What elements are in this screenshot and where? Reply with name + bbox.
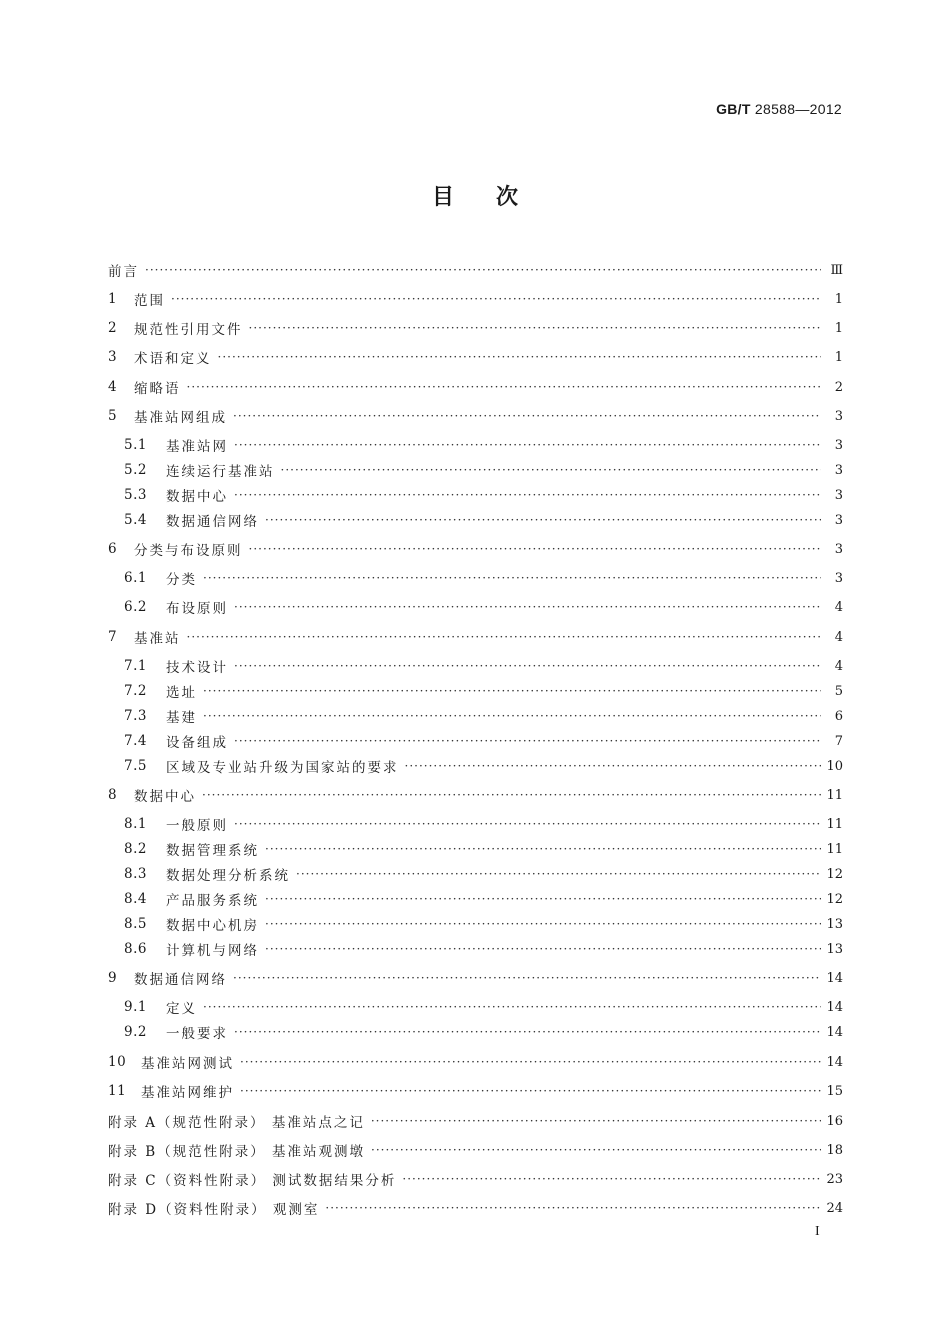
toc-entry-page: 5 bbox=[834, 683, 843, 699]
toc-entry-page: 14 bbox=[826, 970, 843, 986]
toc-entry-page: 12 bbox=[826, 891, 843, 907]
toc-leader bbox=[203, 571, 821, 585]
toc-entry-label: 附录 A（规范性附录） 基准站点之记 bbox=[108, 1115, 365, 1131]
toc-entry-foreword[interactable] bbox=[108, 259, 843, 281]
toc-leader bbox=[325, 1201, 821, 1215]
toc-entry-number: 8.1 bbox=[124, 816, 147, 832]
toc-entry-8-1[interactable] bbox=[124, 813, 843, 835]
toc-entry-label: 前言 bbox=[108, 264, 139, 280]
toc-entry-number: 5.3 bbox=[124, 487, 147, 503]
toc-leader bbox=[233, 971, 821, 985]
toc-entry-6[interactable] bbox=[108, 538, 843, 560]
toc-entry-number: 8 bbox=[108, 787, 118, 803]
toc-leader bbox=[265, 892, 821, 906]
toc-entry-label: 数据通信网络 bbox=[166, 514, 259, 530]
toc-entry-label: 缩略语 bbox=[134, 381, 181, 397]
toc-entry-label: 分类与布设原则 bbox=[134, 543, 243, 559]
toc-entry-page: 3 bbox=[834, 437, 843, 453]
toc-entry-7-3[interactable] bbox=[124, 705, 843, 727]
toc-entry-8-4[interactable] bbox=[124, 888, 843, 910]
footer-page-number: I bbox=[815, 1224, 820, 1239]
toc-entry-label: 计算机与网络 bbox=[166, 943, 259, 959]
toc-entry-label: 设备组成 bbox=[166, 735, 228, 751]
toc-entry-number: 7.5 bbox=[124, 758, 147, 774]
toc-leader bbox=[234, 600, 821, 614]
toc-entry-label: 基准站网 bbox=[166, 439, 228, 455]
toc-entry-label: 基准站网维护 bbox=[141, 1085, 234, 1101]
toc-entry-label: 数据中心 bbox=[134, 789, 196, 805]
toc-entry-label: 范围 bbox=[134, 293, 165, 309]
toc-entry-7-1[interactable] bbox=[124, 655, 843, 677]
toc-entry-1[interactable] bbox=[108, 288, 843, 310]
toc-entry-page: 15 bbox=[826, 1083, 843, 1099]
toc-entry-9-2[interactable] bbox=[124, 1021, 843, 1043]
toc-entry-6-1[interactable] bbox=[124, 567, 843, 589]
toc-entry-annex-c[interactable] bbox=[108, 1168, 843, 1190]
toc-entry-annex-a[interactable] bbox=[108, 1110, 843, 1132]
toc-entry-7[interactable] bbox=[108, 626, 843, 648]
toc-entry-number: 4 bbox=[108, 379, 118, 395]
toc-entry-label: 附录 D（资料性附录） 观测室 bbox=[108, 1202, 320, 1218]
toc-entry-number: 7.4 bbox=[124, 733, 147, 749]
toc-entry-number: 5.4 bbox=[124, 512, 147, 528]
toc-leader bbox=[234, 734, 821, 748]
toc-entry-page: 3 bbox=[834, 541, 843, 557]
toc-leader bbox=[187, 630, 822, 644]
toc-entry-page: 11 bbox=[826, 816, 843, 832]
toc-entry-page: 1 bbox=[834, 291, 843, 307]
toc-leader bbox=[171, 292, 821, 306]
toc-entry-label: 术语和定义 bbox=[134, 351, 212, 367]
toc-leader bbox=[234, 1025, 821, 1039]
toc-entry-number: 5 bbox=[108, 408, 118, 424]
toc-entry-5-4[interactable] bbox=[124, 509, 843, 531]
toc-leader bbox=[233, 409, 821, 423]
toc-entry-page: 6 bbox=[834, 708, 843, 724]
toc-leader bbox=[234, 817, 821, 831]
toc-leader bbox=[249, 321, 822, 335]
toc-entry-number: 2 bbox=[108, 320, 118, 336]
toc-entry-number: 7 bbox=[108, 629, 118, 645]
toc-leader bbox=[371, 1143, 821, 1157]
toc-entry-page: 4 bbox=[834, 599, 843, 615]
toc-entry-label: 技术设计 bbox=[166, 660, 228, 676]
toc-entry-label: 基准站网测试 bbox=[141, 1056, 234, 1072]
toc-leader bbox=[145, 263, 821, 277]
toc-entry-page: 16 bbox=[826, 1113, 843, 1129]
toc-leader bbox=[234, 438, 821, 452]
toc-entry-5[interactable] bbox=[108, 405, 843, 427]
toc-entry-label: 数据处理分析系统 bbox=[166, 868, 290, 884]
toc-entry-number: 6 bbox=[108, 541, 118, 557]
toc-entry-page: 4 bbox=[834, 658, 843, 674]
toc-entry-label: 布设原则 bbox=[166, 601, 228, 617]
toc-entry-label: 分类 bbox=[166, 572, 197, 588]
toc-entry-page: 3 bbox=[834, 462, 843, 478]
toc-entry-page: 3 bbox=[834, 512, 843, 528]
standard-code bbox=[716, 101, 842, 117]
toc-entry-number: 8.5 bbox=[124, 916, 147, 932]
toc-entry-5-2[interactable] bbox=[124, 459, 843, 481]
toc-entry-page: 18 bbox=[826, 1142, 843, 1158]
toc-entry-page: 14 bbox=[826, 1024, 843, 1040]
toc-entry-label: 基建 bbox=[166, 710, 197, 726]
toc-entry-number: 9.1 bbox=[124, 999, 147, 1015]
toc-leader bbox=[265, 513, 821, 527]
toc-entry-3[interactable] bbox=[108, 346, 843, 368]
toc-entry-number: 8.2 bbox=[124, 841, 147, 857]
toc-leader bbox=[218, 350, 822, 364]
toc-entry-number: 7.1 bbox=[124, 658, 147, 674]
toc-entry-page: 1 bbox=[834, 349, 843, 365]
toc-leader bbox=[296, 867, 821, 881]
toc-entry-number: 9.2 bbox=[124, 1024, 147, 1040]
page-title: 目次 bbox=[431, 185, 560, 210]
toc-entry-6-2[interactable] bbox=[124, 596, 843, 618]
toc-entry-number: 1 bbox=[108, 291, 118, 307]
toc-entry-page: 11 bbox=[826, 841, 843, 857]
toc-leader bbox=[405, 759, 822, 773]
toc-leader bbox=[234, 488, 821, 502]
toc-entry-7-2[interactable] bbox=[124, 680, 843, 702]
toc-entry-4[interactable] bbox=[108, 376, 843, 398]
toc-entry-page: 24 bbox=[826, 1200, 843, 1216]
toc-entry-label: 区域及专业站升级为国家站的要求 bbox=[166, 760, 399, 776]
toc-entry-9[interactable] bbox=[108, 967, 843, 989]
toc-entry-9-1[interactable] bbox=[124, 996, 843, 1018]
toc-entry-label: 数据中心机房 bbox=[166, 918, 259, 934]
toc-leader bbox=[203, 684, 821, 698]
toc-entry-number: 11 bbox=[108, 1083, 127, 1099]
toc-entry-label: 附录 B（规范性附录） 基准站观测墩 bbox=[108, 1144, 366, 1160]
toc-entry-7-5[interactable] bbox=[124, 755, 843, 777]
toc-entry-label: 产品服务系统 bbox=[166, 893, 259, 909]
toc-entry-number: 7.3 bbox=[124, 708, 147, 724]
toc-entry-11[interactable] bbox=[108, 1080, 843, 1102]
toc-entry-number: 10 bbox=[108, 1054, 127, 1070]
toc-leader bbox=[202, 788, 821, 802]
toc-entry-label: 数据管理系统 bbox=[166, 843, 259, 859]
toc-entry-5-3[interactable] bbox=[124, 484, 843, 506]
toc-leader bbox=[265, 842, 821, 856]
toc-leader bbox=[249, 542, 822, 556]
toc-leader bbox=[371, 1114, 821, 1128]
toc-entry-page: 7 bbox=[834, 733, 843, 749]
toc-entry-page: 3 bbox=[834, 570, 843, 586]
toc-leader bbox=[234, 659, 821, 673]
toc-entry-number: 6.1 bbox=[124, 570, 147, 586]
standard-number: 28588—2012 bbox=[754, 101, 842, 117]
toc-entry-page: 12 bbox=[826, 866, 843, 882]
standard-prefix: GB/T bbox=[716, 101, 751, 117]
toc-entry-page: 13 bbox=[826, 941, 843, 957]
toc-entry-page: 14 bbox=[826, 1054, 843, 1070]
toc-entry-label: 基准站 bbox=[134, 631, 181, 647]
toc-entry-8[interactable] bbox=[108, 784, 843, 806]
toc-entry-10[interactable] bbox=[108, 1051, 843, 1073]
toc-leader bbox=[240, 1055, 821, 1069]
toc-leader bbox=[187, 380, 822, 394]
toc-entry-page: 2 bbox=[834, 379, 843, 395]
toc-entry-label: 一般原则 bbox=[166, 818, 228, 834]
toc-entry-label: 一般要求 bbox=[166, 1026, 228, 1042]
toc-entry-number: 8.4 bbox=[124, 891, 147, 907]
toc-entry-5-1[interactable] bbox=[124, 434, 843, 456]
toc-entry-8-5[interactable] bbox=[124, 913, 843, 935]
toc-entry-number: 8.6 bbox=[124, 941, 147, 957]
toc-entry-label: 规范性引用文件 bbox=[134, 322, 243, 338]
toc-entry-page: 3 bbox=[834, 408, 843, 424]
toc-entry-label: 数据中心 bbox=[166, 489, 228, 505]
toc-leader bbox=[240, 1084, 821, 1098]
toc-entry-page: 14 bbox=[826, 999, 843, 1015]
toc-entry-8-3[interactable] bbox=[124, 863, 843, 885]
toc-entry-label: 连续运行基准站 bbox=[166, 464, 275, 480]
toc-entry-page: Ⅲ bbox=[830, 262, 843, 278]
toc-entry-page: 11 bbox=[826, 787, 843, 803]
toc-entry-annex-d[interactable] bbox=[108, 1197, 843, 1219]
toc-leader bbox=[402, 1172, 821, 1186]
toc-entry-8-2[interactable] bbox=[124, 838, 843, 860]
toc-entry-page: 13 bbox=[826, 916, 843, 932]
toc-leader bbox=[281, 463, 822, 477]
toc-entry-number: 9 bbox=[108, 970, 118, 986]
toc-entry-page: 4 bbox=[834, 629, 843, 645]
toc-entry-page: 1 bbox=[834, 320, 843, 336]
toc-leader bbox=[203, 1000, 821, 1014]
toc-entry-number: 5.2 bbox=[124, 462, 147, 478]
toc-leader bbox=[203, 709, 821, 723]
toc-entry-2[interactable] bbox=[108, 317, 843, 339]
toc-entry-label: 定义 bbox=[166, 1001, 197, 1017]
toc-entry-number: 8.3 bbox=[124, 866, 147, 882]
toc-entry-label: 数据通信网络 bbox=[134, 972, 227, 988]
toc-entry-label: 基准站网组成 bbox=[134, 410, 227, 426]
toc-entry-page: 23 bbox=[826, 1171, 843, 1187]
toc-entry-page: 3 bbox=[834, 487, 843, 503]
toc-entry-number: 3 bbox=[108, 349, 118, 365]
toc-entry-annex-b[interactable] bbox=[108, 1139, 843, 1161]
toc-entry-number: 7.2 bbox=[124, 683, 147, 699]
toc-leader bbox=[265, 917, 821, 931]
toc-entry-number: 6.2 bbox=[124, 599, 147, 615]
toc-entry-page: 10 bbox=[826, 758, 843, 774]
toc-entry-number: 5.1 bbox=[124, 437, 147, 453]
toc-entry-7-4[interactable] bbox=[124, 730, 843, 752]
toc-entry-label: 选址 bbox=[166, 685, 197, 701]
toc-entry-8-6[interactable] bbox=[124, 938, 843, 960]
toc-entry-label: 附录 C（资料性附录） 测试数据结果分析 bbox=[108, 1173, 397, 1189]
toc-leader bbox=[265, 942, 821, 956]
